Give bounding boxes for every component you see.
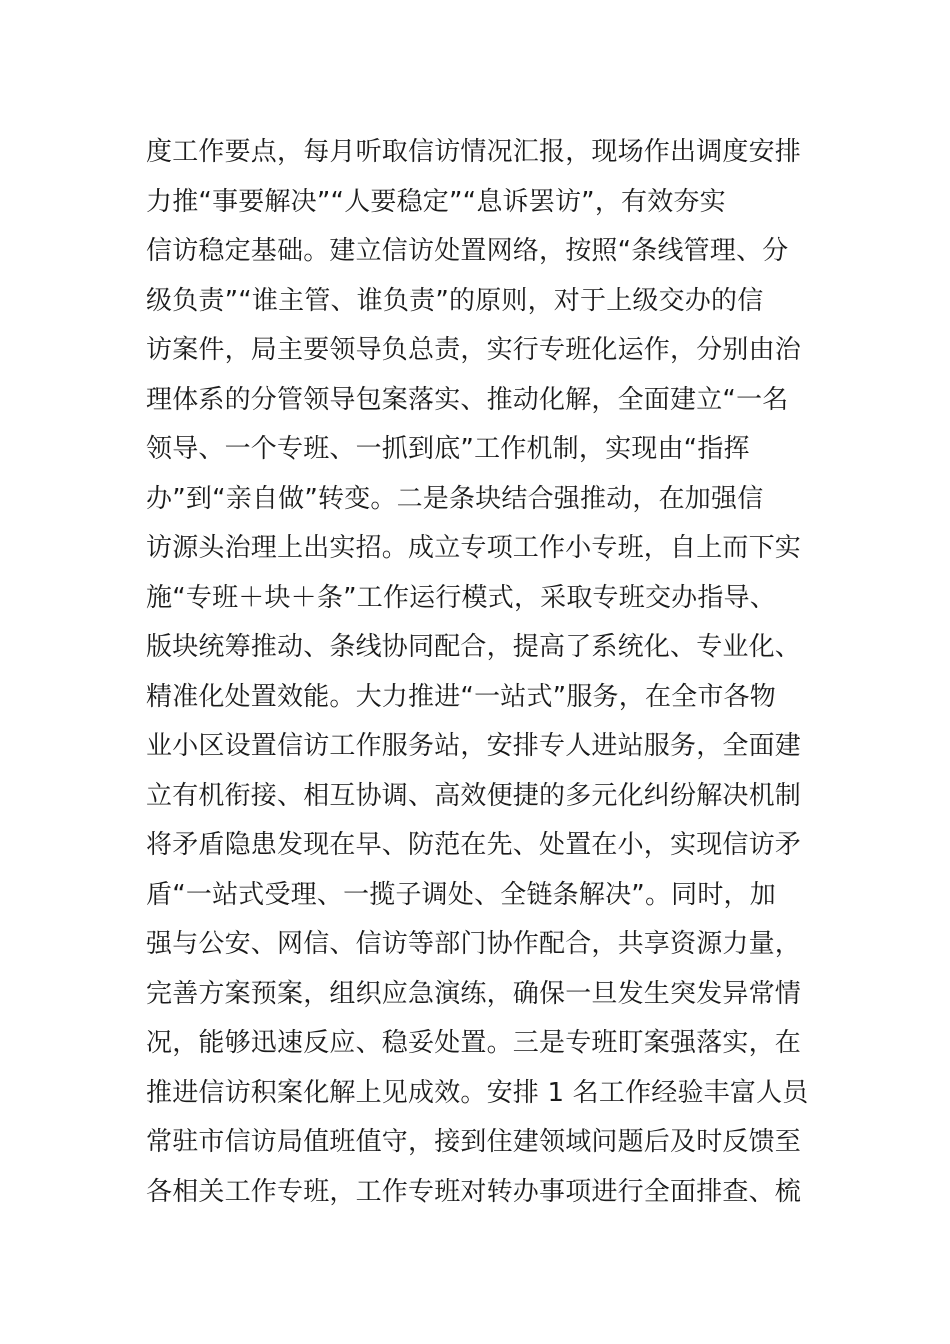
text-line: 度工作要点，每月听取信访情况汇报，现场作出调度安排 <box>146 137 802 167</box>
text-line: 盾“一站式受理、一揽子调处、全链条解决”。同时，加 <box>146 879 776 910</box>
text-line: 推进信访积案化解上见成效。安排 1 名工作经验丰富人员 <box>146 1077 809 1108</box>
text-line: 访源头治理上出实招。成立专项工作小专班，自上而下实 <box>146 533 802 563</box>
text-line: 力推“事要解决”“人要稳定”“息诉罢访”，有效夯实 <box>146 186 726 217</box>
text-line: 精准化处置效能。大力推进“一站式”服务，在全市各物 <box>146 681 776 712</box>
text-line: 版块统筹推动、条线协同配合，提高了系统化、专业化、 <box>146 632 802 662</box>
text-line: 强与公安、网信、信访等部门协作配合，共享资源力量， <box>146 929 802 959</box>
text-line: 理体系的分管领导包案落实、推动化解，全面建立“一名 <box>146 384 789 415</box>
text-line: 况，能够迅速反应、稳妥处置。三是专班盯案强落实，在 <box>146 1028 802 1058</box>
text-line: 常驻市信访局值班值守，接到住建领域问题后及时反馈至 <box>146 1127 802 1157</box>
text-line: 将矛盾隐患发现在早、防范在先、处置在小，实现信访矛 <box>146 830 802 860</box>
text-line: 办”到“亲自做”转变。二是条块结合强推动，在加强信 <box>146 483 764 514</box>
text-line: 立有机衔接、相互协调、高效便捷的多元化纠纷解决机制 <box>146 780 802 811</box>
text-line: 施“专班＋块＋条”工作运行模式，采取专班交办指导、 <box>146 582 776 613</box>
text-line: 访案件，局主要领导负总责，实行专班化运作，分别由治 <box>146 335 802 365</box>
text-line: 级负责”“谁主管、谁负责”的原则，对于上级交办的信 <box>146 285 764 316</box>
text-line: 各相关工作专班，工作专班对转办事项进行全面排查、梳 <box>146 1176 802 1207</box>
text-line: 信访稳定基础。建立信访处置网络，按照“条线管理、分 <box>146 236 789 266</box>
body-text <box>146 128 816 1217</box>
text-line: 业小区设置信访工作服务站，安排专人进站服务，全面建 <box>146 731 802 761</box>
text-line: 完善方案预案，组织应急演练，确保一旦发生突发异常情 <box>146 978 802 1009</box>
text-line: 领导、一个专班、一抓到底”工作机制，实现由“指挥 <box>146 434 750 464</box>
